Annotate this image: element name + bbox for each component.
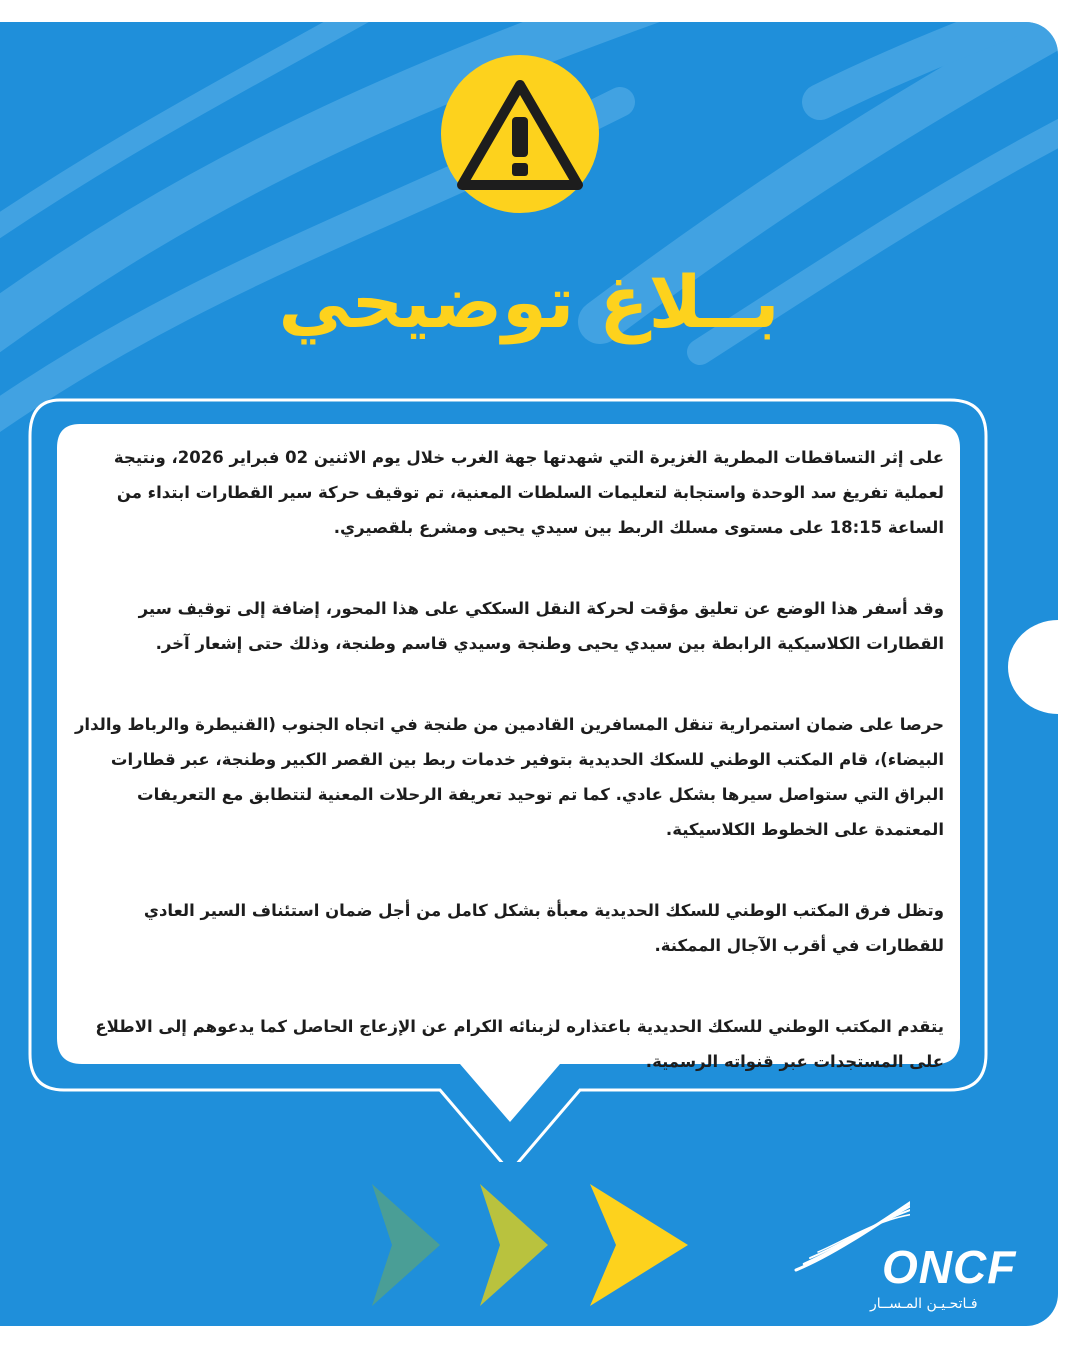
paragraph-4: وتظل فرق المكتب الوطني للسكك الحديدية معبأة بشكل كامل من أجل ضمان استئناف السير العادي للقطارات في أقرب الآجال الممكنة. bbox=[143, 901, 944, 955]
warning-triangle-icon bbox=[441, 55, 599, 213]
oncf-logo bbox=[790, 1190, 1040, 1326]
logo-tagline: فـاتحـيـن المـســار bbox=[870, 1296, 978, 1312]
logo-wordmark: ONCF bbox=[882, 1241, 1017, 1293]
paragraph-3: حرصا على ضمان استمرارية تنقل المسافرين القادمين من طنجة في اتجاه الجنوب (القنيطرة والرباط والدار البيضاء)، قام المكتب الوطني للسكك الحديدية بتوفير خدمات ربط بين القصر الكبير وطنجة، عبر قطارات البراق التي ستواصل سيرها بشكل عادي. كما تم توحيد تعريفة الرحلات المعنية لتتطابق مع التعريفات المعتمدة على الخطوط الكلاسيكية. bbox=[74, 715, 944, 839]
page-title: بــلاغ توضيحي bbox=[278, 260, 780, 344]
paragraph-1: على إثر التساقطات المطرية الغزيرة التي شهدتها جهة الغرب خلال يوم الاثنين 02 فبراير 2026، ونتيجة لعملية تفريغ سد الوحدة واستجابة لتعليمات السلطات المعنية، تم توقيف حركة سير القطارات ابتداء من الساعة 18:15 على مستوى مسلك الربط بين سيدي يحيى ومشرع بلقصيري. bbox=[113, 448, 944, 537]
notice-card bbox=[0, 22, 1058, 1326]
warning-badge bbox=[441, 55, 599, 213]
notice-body bbox=[72, 440, 944, 1125]
paragraph-5: يتقدم المكتب الوطني للسكك الحديدية باعتذاره لزبنائه الكرام عن الإزعاج الحاصل كما يدعوهم إلى الاطلاع على المستجدات عبر قنواته الرسمية. bbox=[95, 1017, 944, 1071]
paragraph-2: وقد أسفر هذا الوضع عن تعليق مؤقت لحركة النقل السككي على هذا المحور، إضافة إلى توقيف سير القطارات الكلاسيكية الرابطة بين سيدي يحيى وطنجة وسيدي قاسم وطنجة، وذلك حتى إشعار آخر. bbox=[138, 599, 944, 653]
chevron-arrows-icon bbox=[368, 1180, 698, 1310]
